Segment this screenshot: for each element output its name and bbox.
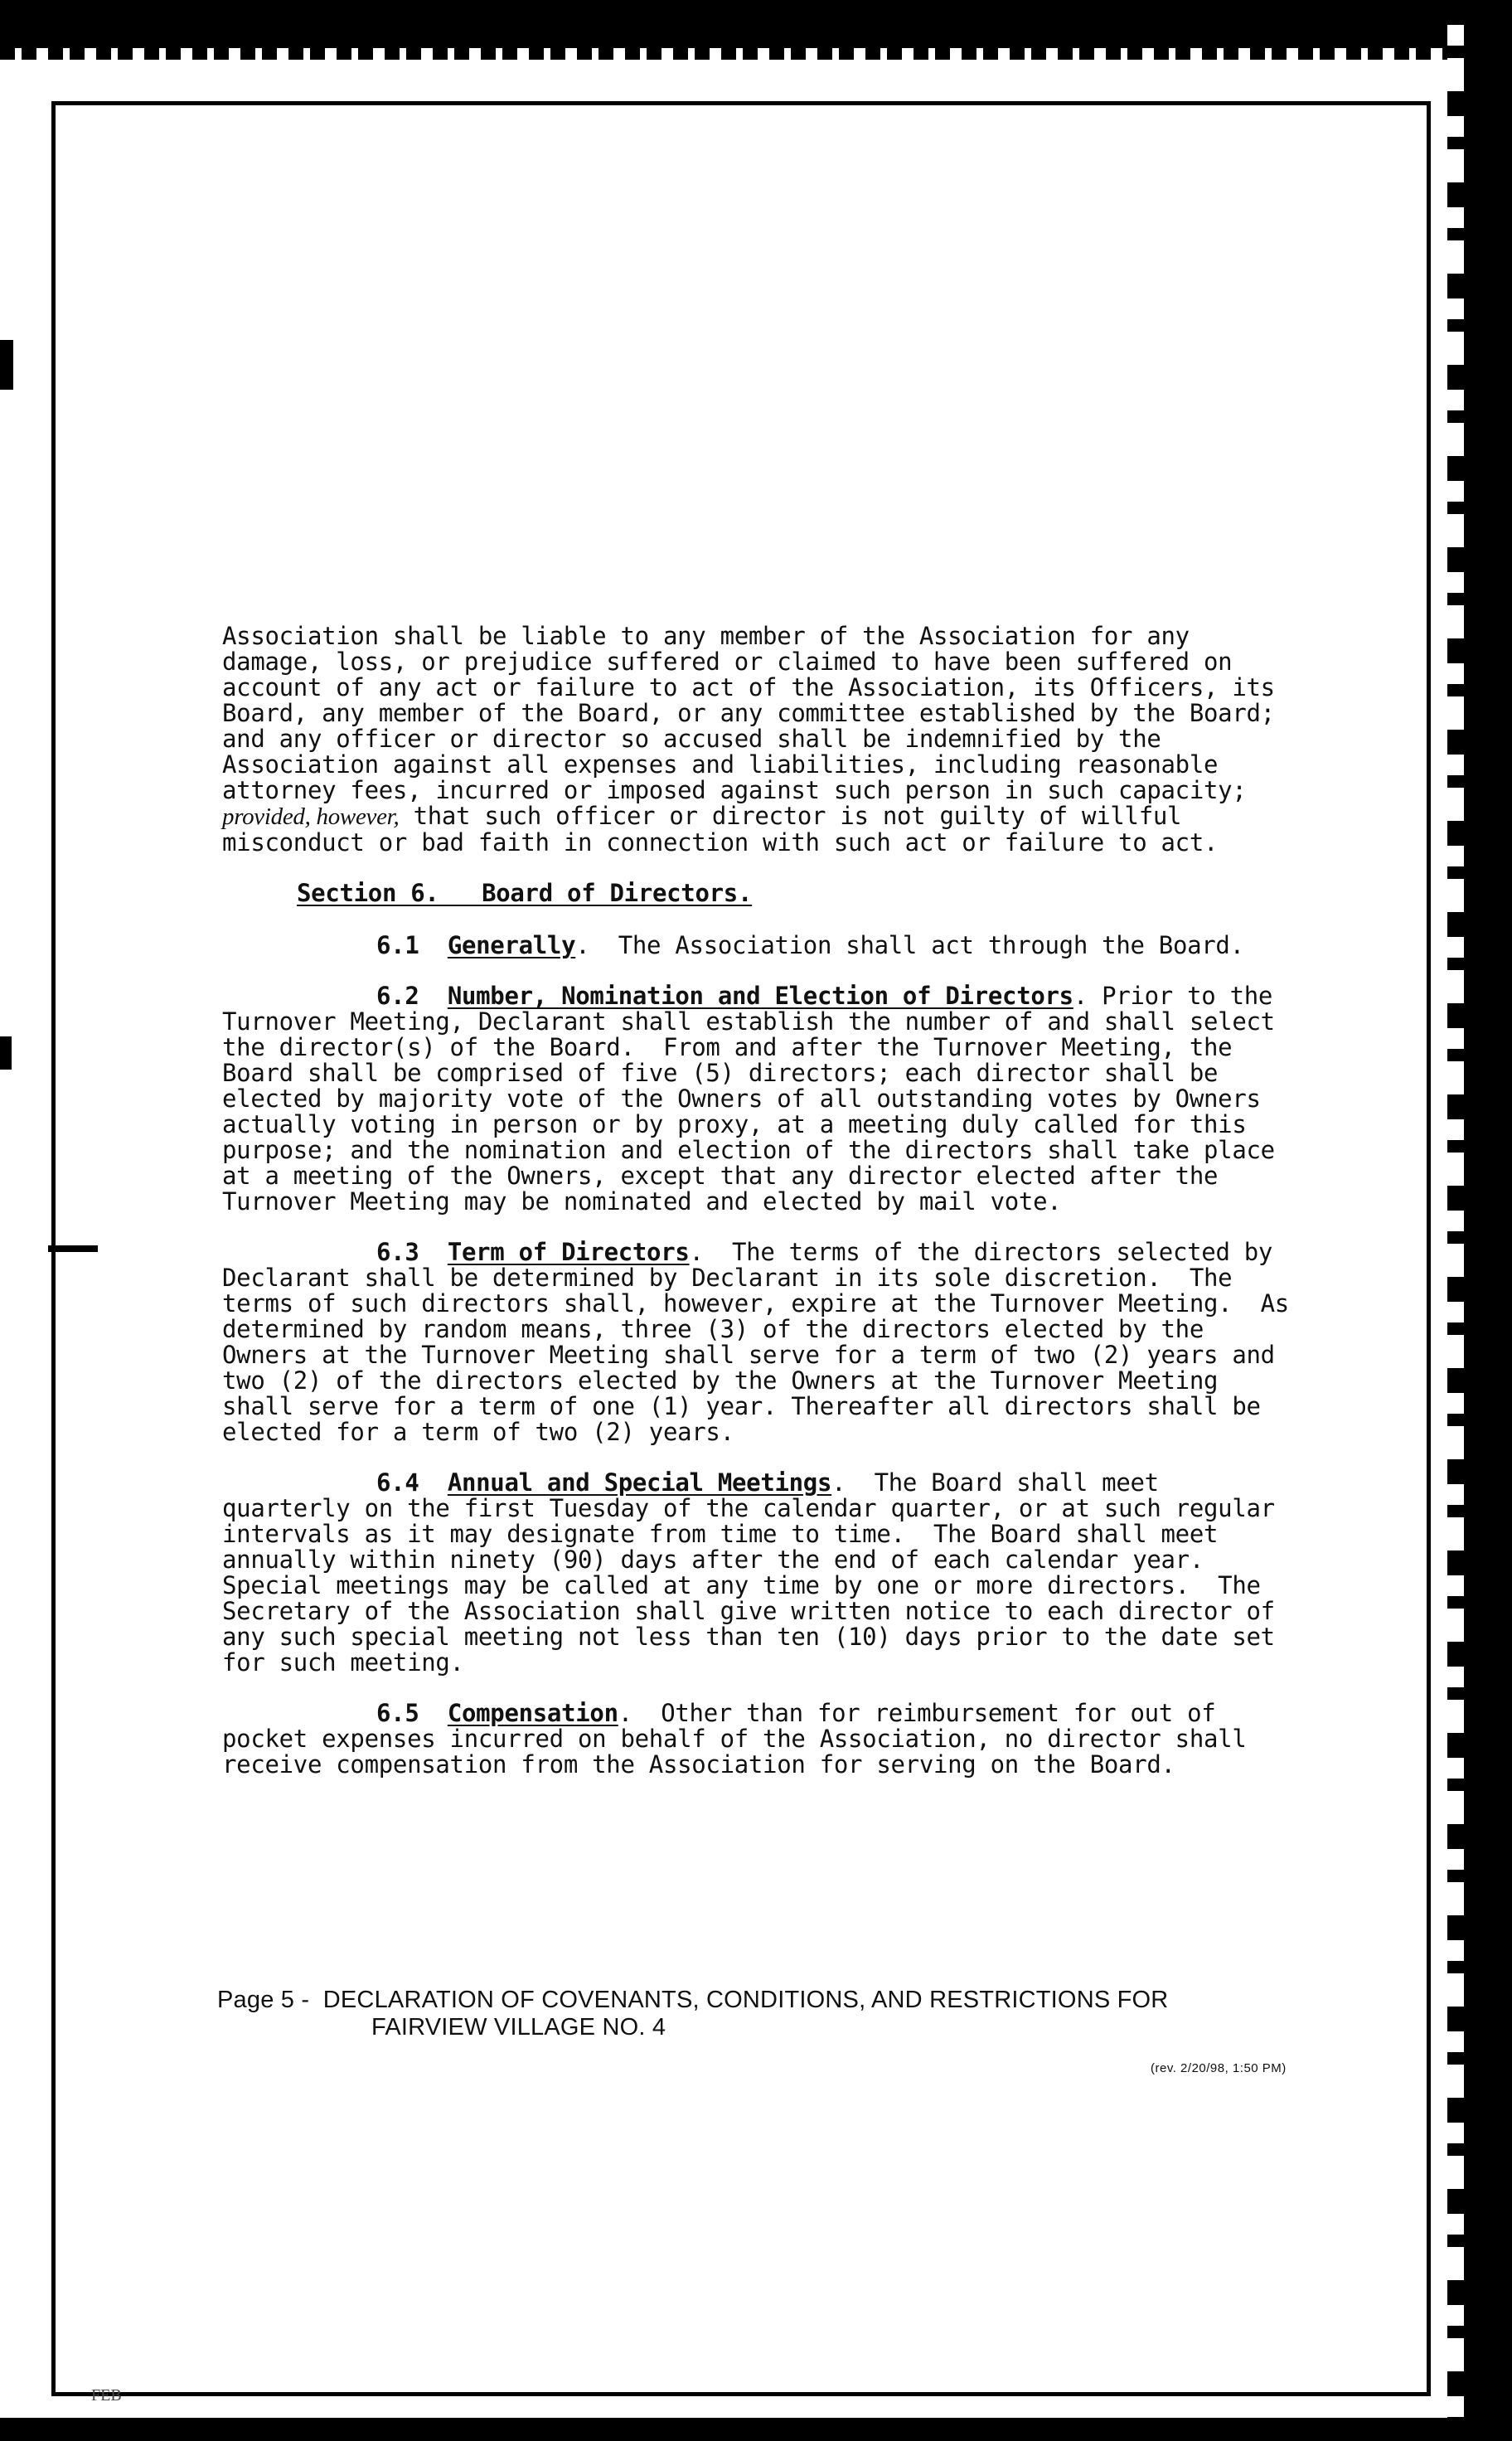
section-6-2: 6.2 Number, Nomination and Election of Directors. Prior to the Turnover Meeting, Declarant shall establish the number of and shall select the director(s) of the Board. From and after the Turnover Meeting, the Board shall be comprised of five (5) directors; each director shall be elected by majority vote of the Owners of all outstanding votes by Owners actually voting in person or by proxy, at a meeting duly called for this purpose; and the nomination and election of the directors shall take place at a meeting of the Owners, except that any director elected after the Turnover Meeting may be nominated and elected by mail vote.: [222, 982, 1289, 1216]
section-6-1: 6.1 Generally. The Association shall act through the Board.: [376, 931, 1244, 959]
section-text: The terms of the directors selected by Declarant shall be determined by Declarant in its sole discretion. The terms of such directors shall, however, expire at the Turnover Meeting. As determined by random means, three (3) of the directors elected by the Owners at the Turnover Meeting shall serve for a term of two (2) years and two (2) of the directors elected by the Owners at the Turnover Meeting shall serve for a term of one (1) year. Thereafter all directors shall be elected for a term of two (2) years.: [222, 1238, 1304, 1446]
scan-edge-right: [1462, 0, 1512, 2441]
intro-end-text: that such officer or director is not guilty of willful misconduct or bad faith in connection with such act or failure to act.: [222, 802, 1219, 857]
intro-text: Association shall be liable to any member of the Association for any damage, loss, or prejudice suffered or claimed to have been suffered on account of any act or failure to act of the Association, its Officers, its Board, any member of the Board, or any committee established by the Board; and any officer or director so accused shall be indemnified by the Association against all expenses and liabilities, including reasonable attorney fees, incurred or imposed against such person in such capacity;: [222, 622, 1289, 804]
scan-mark: [0, 1036, 12, 1070]
section-title: Number, Nomination and Election of Directors: [447, 982, 1073, 1010]
scan-edge-bottom: [0, 2418, 1512, 2441]
footer-line-1: Page 5 - DECLARATION OF COVENANTS, CONDITIONS, AND RESTRICTIONS FOR: [217, 1987, 1169, 2013]
section-heading: [222, 881, 1300, 906]
scan-edge-top: [0, 0, 1512, 51]
section-6-5: 6.5 Compensation. Other than for reimbursement for out of pocket expenses incurred on behalf of the Association, no director shall receive compensation from the Association for serving on the Board.: [222, 1699, 1261, 1779]
footer-line-2: FAIRVIEW VILLAGE NO. 4: [371, 2014, 666, 2041]
section-6-3: 6.3 Term of Directors. The terms of the directors selected by Declarant shall be determined by Declarant in its sole discretion. The terms of such directors shall, however, expire at the Turnover Meeting. As determined by random means, three (3) of the directors elected by the Owners at the Turnover Meeting shall serve for a term of two (2) years and two (2) of the directors elected by the Owners at the Turnover Meeting shall serve for a term of one (1) year. Thereafter all directors shall be elected for a term of two (2) years.: [222, 1238, 1304, 1446]
section-title: Compensation: [447, 1699, 618, 1727]
section-text: Other than for reimbursement for out of pocket expenses incurred on behalf of the Association, no director shall receive compensation from the Association for serving on the Board.: [222, 1699, 1261, 1779]
section-number: 6.3: [376, 1238, 419, 1266]
received-stamp: FEB: [91, 2386, 122, 2405]
section-text: The Board shall meet quarterly on the first Tuesday of the calendar quarter, or at such regular intervals as it may designate from time to time. The Board shall meet annually within ninety (90) days after the end of each calendar year. Special meetings may be called at any time by one or more directors. The Secretary of the Association shall give written notice to each director of any such special meeting not less than ten (10) days prior to the date set for such meeting.: [222, 1468, 1289, 1677]
intro-paragraph: [222, 624, 1300, 856]
section-number: 6.2: [376, 982, 419, 1010]
section-6-4: 6.4 Annual and Special Meetings. The Board shall meet quarterly on the first Tuesday of the calendar quarter, or at such regular intervals as it may designate from time to time. The Board shall meet annually within ninety (90) days after the end of each calendar year. Special meetings may be called at any time by one or more directors. The Secretary of the Association shall give written notice to each director of any such special meeting not less than ten (10) days prior to the date set for such meeting.: [222, 1468, 1289, 1677]
section-title: Generally: [447, 931, 576, 959]
section-number: 6.5: [376, 1699, 419, 1727]
page-footer: [217, 1987, 1295, 2041]
document-body: [222, 622, 1304, 1803]
section-number: 6.1: [376, 931, 419, 959]
intro-italic-text: provided, however,: [222, 803, 400, 830]
revision-stamp: (rev. 2/20/98, 1:50 PM): [1151, 2061, 1287, 2075]
section-heading-text: Section 6. Board of Directors.: [297, 879, 753, 907]
section-text: The Association shall act through the Board.: [618, 931, 1244, 959]
scan-mark: [0, 340, 13, 390]
section-title: Annual and Special Meetings: [447, 1468, 832, 1497]
section-number: 6.4: [376, 1468, 419, 1497]
section-title: Term of Directors: [447, 1238, 690, 1266]
section-text: Prior to the Turnover Meeting, Declarant shall establish the number of and shall select the director(s) of the Board. From and after the Turnover Meeting, the Board shall be comprised of five (5) directors; each director shall be elected by majority vote of the Owners of all outstanding votes by Owners actually voting in person or by proxy, at a meeting duly called for this purpose; and the nomination and election of the directors shall take place at a meeting of the Owners, except that any director elected after the Turnover Meeting may be nominated and elected by mail vote.: [222, 982, 1289, 1216]
